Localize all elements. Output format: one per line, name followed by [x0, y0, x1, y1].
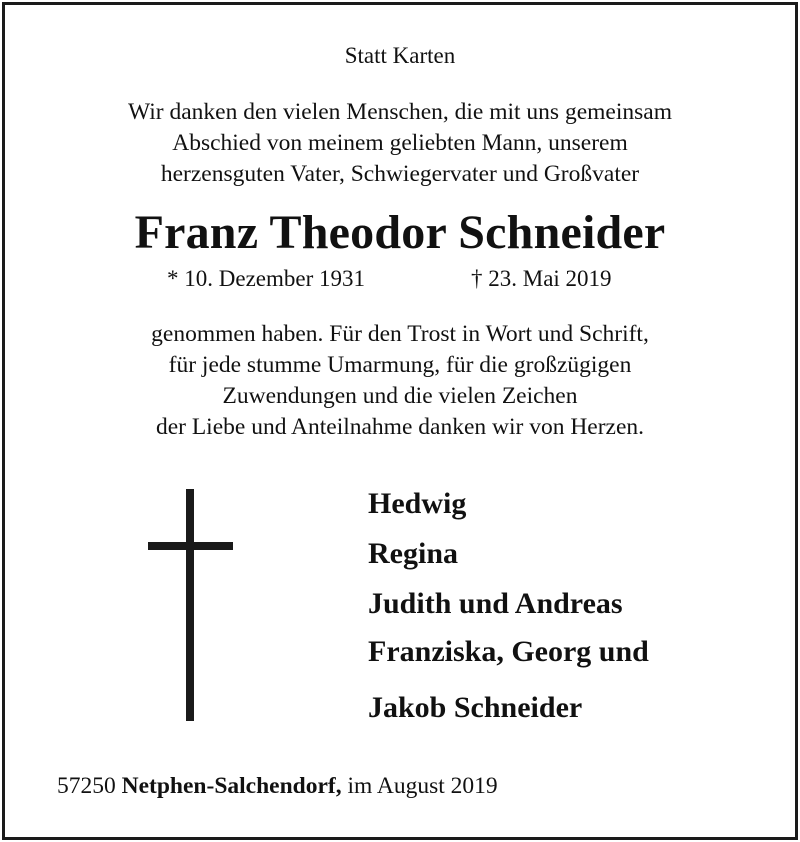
signer-name: Judith und Andreas	[368, 587, 623, 620]
deceased-name: Franz Theodor Schneider	[134, 206, 666, 259]
thanks-line: für jede stumme Umarmung, für die großzügigen	[168, 352, 632, 378]
cross-vertical-bar	[186, 489, 194, 721]
intro-line: Wir danken den vielen Menschen, die mit uns gemeinsam	[128, 99, 672, 125]
cross-horizontal-bar	[148, 542, 233, 550]
signer-name: Jakob Schneider	[368, 691, 583, 724]
intro-line: Abschied von meinem geliebten Mann, unserem	[172, 130, 628, 156]
thanks-line: Zuwendungen und die vielen Zeichen	[222, 383, 578, 409]
notice-heading: Statt Karten	[344, 43, 456, 68]
intro-text	[5, 97, 795, 190]
footer-line	[57, 773, 498, 800]
footer-postal-code: 57250	[57, 773, 116, 799]
death-date: † 23. Mai 2019	[471, 266, 612, 291]
signer-name: Franziska, Georg und	[368, 635, 649, 668]
thanks-line: der Liebe und Anteilnahme danken wir von Herzen.	[155, 414, 645, 440]
birth-date: * 10. Dezember 1931	[167, 266, 365, 291]
signer-name: Hedwig	[368, 487, 467, 520]
obituary-notice	[2, 2, 798, 840]
footer-place: Netphen-Salchendorf,	[121, 773, 342, 799]
life-dates	[5, 266, 795, 296]
intro-line: herzensguten Vater, Schwiegervater und Großvater	[160, 161, 640, 187]
footer-date: im August 2019	[347, 773, 498, 799]
thanks-text	[5, 319, 795, 443]
thanks-line: genommen haben. Für den Trost in Wort und Schrift,	[151, 321, 649, 347]
signer-name: Regina	[368, 537, 458, 570]
